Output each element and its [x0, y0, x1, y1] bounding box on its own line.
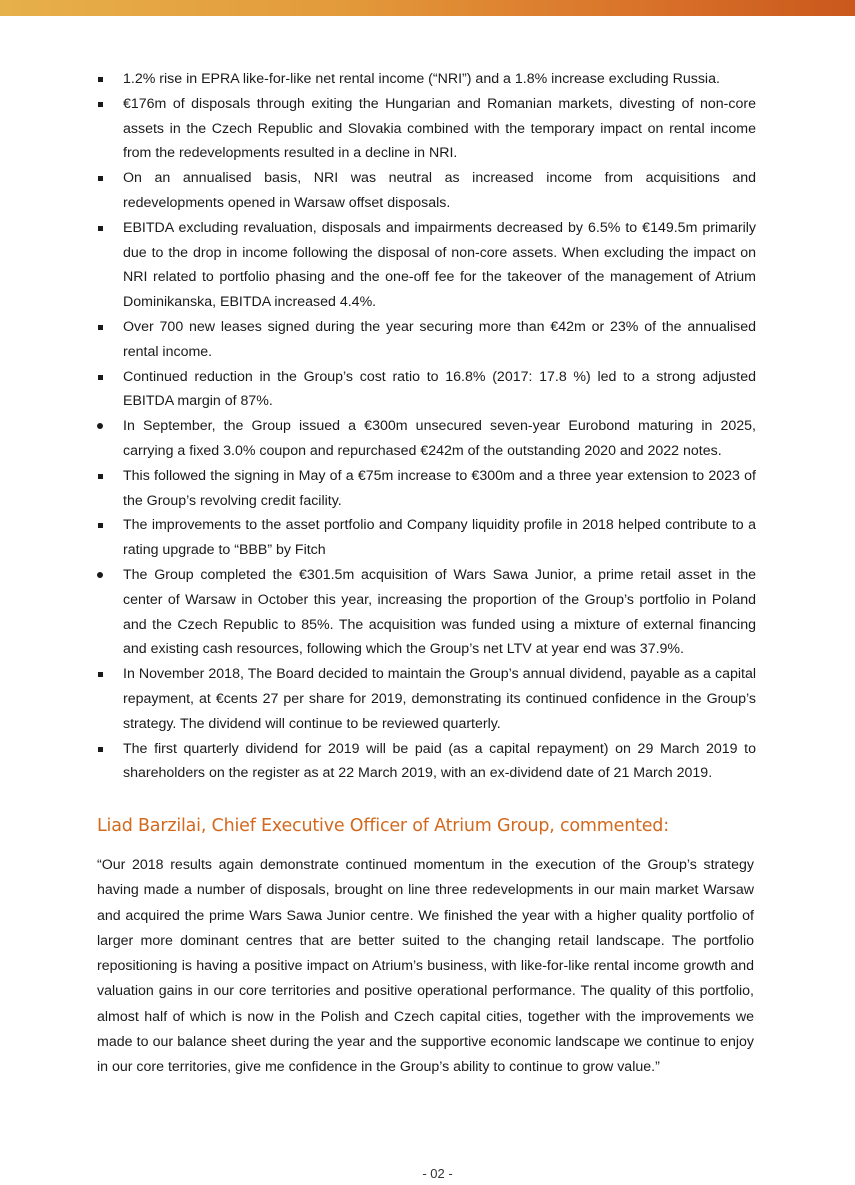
list-item: [96, 513, 756, 563]
list-item: [96, 166, 756, 216]
list-item-text: In November 2018, The Board decided to maintain the Group’s annual dividend, payable as a capital repayment, at €cents 27 per share for 2019, demonstrating its continued confidence in the Group’s strategy. The dividend will continue to be reviewed quarterly.: [123, 666, 756, 732]
list-item: [96, 662, 756, 736]
list-item-text: On an annualised basis, NRI was neutral as increased income from acquisitions and redevelopments opened in Warsaw offset disposals.: [123, 170, 756, 211]
list-item: [96, 92, 756, 166]
list-item-text: EBITDA excluding revaluation, disposals and impairments decreased by 6.5% to €149.5m primarily due to the drop in income following the disposal of non-core assets. When excluding the impact on NRI related to portfolio phasing and the one-off fee for the takeover of the management of Atrium Dominikanska, EBITDA increased 4.4%.: [123, 219, 756, 311]
header-accent-bar: [0, 0, 855, 16]
list-item: [96, 365, 756, 415]
list-item: [96, 737, 756, 787]
list-item-text: The Group completed the €301.5m acquisition of Wars Sawa Junior, a prime retail asset in the center of Warsaw in October this year, increasing the proportion of the Group’s portfolio in Poland and the Czech Republic to 85%. The acquisition was funded using a mixture of external financing and existing cash resources, following which the Group’s net LTV at year end was 37.9%.: [123, 566, 756, 658]
list-item: [96, 315, 756, 365]
list-item-text: In September, the Group issued a €300m unsecured seven-year Eurobond maturing in 2025, carrying a fixed 3.0% coupon and repurchased €242m of the outstanding 2020 and 2022 notes.: [123, 418, 756, 459]
list-item: [96, 67, 756, 92]
highlights-list: [96, 67, 756, 786]
list-item-text: The first quarterly dividend for 2019 will be paid (as a capital repayment) on 29 March 2019 to shareholders on the register as at 22 March 2019, with an ex-dividend date of 21 March 2019.: [123, 740, 756, 782]
list-item: [96, 563, 756, 662]
list-item-text: The improvements to the asset portfolio and Company liquidity profile in 2018 helped contribute to a rating upgrade to “BBB” by Fitch: [123, 517, 756, 559]
list-item-text: This followed the signing in May of a €75m increase to €300m and a three year extension to 2023 of the Group’s revolving credit facility.: [123, 467, 756, 509]
ceo-comment-heading: Liad Barzilai, Chief Executive Officer of Atrium Group, commented:: [97, 816, 669, 836]
list-item-text: €176m of disposals through exiting the Hungarian and Romanian markets, divesting of non-core assets in the Czech Republic and Slovakia combined with the temporary impact on rental income from the redevelopments resulted in a decline in NRI.: [123, 95, 756, 162]
list-item: [96, 414, 756, 464]
page-number: - 02 -: [422, 1166, 453, 1181]
list-item: [96, 464, 756, 514]
list-item-text: Over 700 new leases signed during the year securing more than €42m or 23% of the annualised rental income.: [123, 318, 756, 360]
ceo-quote: “Our 2018 results again demonstrate continued momentum in the execution of the Group’s strategy having made a number of disposals, brought on line three redevelopments in our main market Warsaw and acquired the prime Wars Sawa Junior centre. We finished the year with a higher quality portfolio of larger more dominant centres that are better suited to the changing retail landscape. The portfolio repositioning is having a positive impact on Atrium’s business, with like-for-like rental income growth and valuation gains in our core territories and positive operational performance. The quality of this portfolio, almost half of which is now in the Polish and Czech capital cities, together with the improvements we made to our balance sheet during the year and the supportive economic landscape we continue to enjoy in our core territories, give me confidence in the Group’s ability to continue to grow value.”: [97, 857, 754, 1076]
list-item-text: 1.2% rise in EPRA like-for-like net rental income (“NRI”) and a 1.8% increase excluding Russia.: [123, 71, 720, 87]
list-item-text: Continued reduction in the Group’s cost ratio to 16.8% (2017: 17.8 %) led to a strong adjusted EBITDA margin of 87%.: [123, 368, 756, 410]
list-item: [96, 216, 756, 315]
